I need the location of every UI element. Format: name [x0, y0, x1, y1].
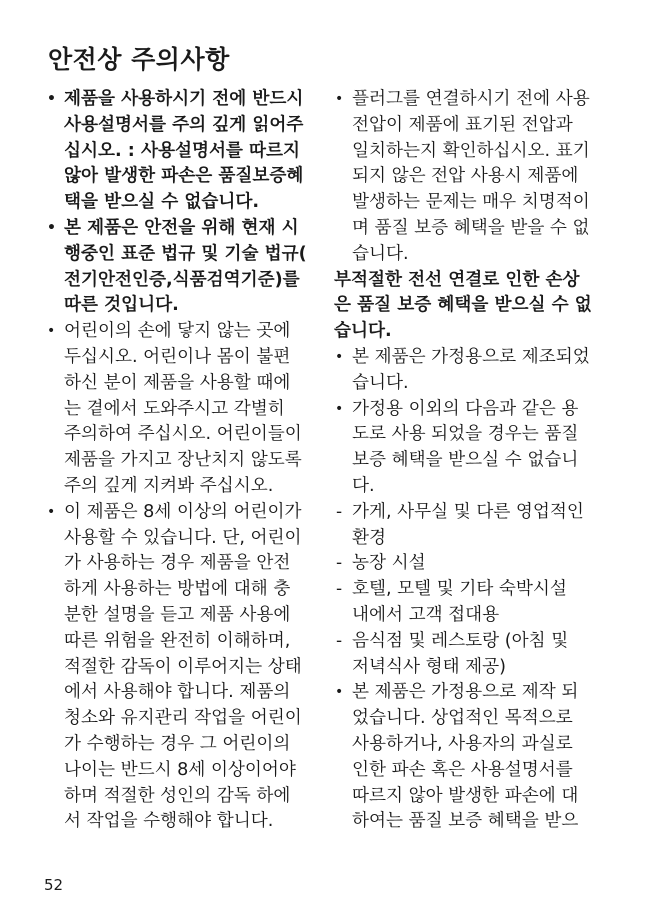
- dash-icon: -: [336, 630, 343, 651]
- text-line: 전기안전인증,식품검역기준)를: [64, 269, 300, 290]
- text-line: 사용설명서를 주의 깊게 읽어주: [64, 114, 304, 135]
- text-line: 하신 분이 제품을 사용할 때에: [64, 372, 291, 393]
- text-line: 사용할 수 있습니다. 단, 어린이: [64, 527, 302, 548]
- text-line: 호텔, 모텔 및 기타 숙박시설: [352, 579, 567, 600]
- text-line: 습니다.: [352, 243, 409, 264]
- text-line: 저녁식사 형태 제공): [352, 656, 507, 677]
- text-line: 본 제품은 가정용으로 제조되었: [352, 346, 590, 367]
- text-line: 가정용 이외의 다음과 같은 용: [352, 398, 579, 419]
- bullet-icon: •: [335, 91, 344, 107]
- safety-item-voltage: [332, 87, 608, 268]
- text-line: 플러그를 연결하시기 전에 사용: [352, 89, 590, 109]
- safety-item-commercial-misuse: [332, 680, 608, 835]
- text-line: 나이는 반드시 8세 이상이어야: [64, 759, 296, 780]
- text-line: 분한 설명을 듣고 제품 사용에: [64, 604, 291, 625]
- right-column: [332, 87, 608, 835]
- dash-item-shops: [332, 500, 608, 552]
- text-line: 이 제품은 8세 이상의 어린이가: [64, 501, 302, 522]
- text-line: 환경: [352, 527, 386, 548]
- bullet-icon: •: [47, 91, 56, 107]
- text-line: 음식점 및 레스토랑 (아침 및: [352, 630, 569, 651]
- text-line: 않아 발생한 파손은 품질보증혜: [64, 166, 304, 187]
- text-line: 는 곁에서 도와주시고 각별히: [64, 398, 285, 419]
- text-line: 따른 위험을 완전히 이해하며,: [64, 630, 291, 651]
- safety-item-children-reach: [44, 319, 320, 500]
- safety-item-read-manual: [44, 87, 320, 216]
- text-line: 본 제품은 가정용으로 제작 되: [352, 682, 579, 703]
- text-line: 따른 것입니다.: [64, 295, 179, 316]
- dash-item-restaurants: [332, 629, 608, 681]
- text-line: 전압이 제품에 표기된 전압과: [352, 114, 573, 135]
- safety-item-household-use: [332, 345, 608, 397]
- text-line: 하게 사용하는 방법에 대해 충: [64, 579, 291, 600]
- left-column: [44, 87, 320, 835]
- text-line: 어린이의 손에 닿지 않는 곳에: [64, 321, 291, 342]
- dash-item-farms: [332, 551, 608, 577]
- text-line: 부적절한 전선 연결로 인한 손상: [334, 269, 580, 290]
- text-line: 청소와 유지관리 작업을 어린이: [64, 708, 302, 729]
- page-title: 안전상 주의사항: [48, 45, 230, 74]
- text-line: 며 품질 보증 혜택을 받을 수 없: [352, 217, 590, 238]
- text-line: 제품을 가지고 장난치지 않도록: [64, 450, 302, 471]
- text-line: 보증 혜택을 받으실 수 없습니: [352, 450, 579, 471]
- text-line: 인한 파손 혹은 사용설명서를: [352, 759, 573, 780]
- dash-icon: -: [336, 579, 343, 600]
- text-line: 가 사용하는 경우 제품을 안전: [64, 553, 291, 574]
- bullet-icon: •: [47, 323, 56, 340]
- bullet-icon: •: [335, 348, 344, 365]
- text-line: 따르지 않아 발생한 파손에 대: [352, 785, 579, 806]
- text-line: 가 수행하는 경우 그 어린이의: [64, 733, 291, 754]
- text-line: 적절한 감독이 이루어지는 상태: [64, 656, 302, 677]
- text-line: 택을 받으실 수 없습니다.: [64, 192, 260, 213]
- bullet-icon: •: [335, 400, 344, 417]
- bullet-icon: •: [335, 684, 344, 701]
- safety-item-non-household: [332, 397, 608, 500]
- wiring-warning-heading: [332, 268, 608, 345]
- text-line: 가게, 사무실 및 다른 영업적인: [352, 501, 584, 522]
- text-line: 서 작업을 수행해야 합니다.: [64, 811, 274, 832]
- text-line: 하여는 품질 보증 혜택을 받으: [352, 811, 579, 832]
- dash-item-hotels: [332, 577, 608, 629]
- dash-icon: -: [336, 553, 343, 574]
- text-line: 발생하는 문제는 매우 치명적이: [352, 192, 590, 213]
- text-line: 주의 깊게 지켜봐 주십시오.: [64, 475, 274, 496]
- text-line: 에서 사용해야 합니다. 제품의: [64, 682, 291, 703]
- page-number: 52: [44, 876, 64, 894]
- text-line: 습니다.: [334, 321, 392, 342]
- bullet-icon: •: [47, 219, 56, 236]
- text-line: 되지 않은 전압 사용시 제품에: [352, 166, 579, 187]
- dash-icon: -: [336, 501, 343, 522]
- text-line: 사용하거나, 사용자의 과실로: [352, 733, 573, 754]
- text-line: 도로 사용 되었을 경우는 품질: [352, 424, 579, 445]
- safety-item-children-age: [44, 500, 320, 835]
- text-line: 두십시오. 어린이나 몸이 불편: [64, 346, 291, 367]
- text-line: 제품을 사용하시기 전에 반드시: [64, 89, 304, 109]
- text-line: 주의하여 주십시오. 어린이들이: [64, 424, 302, 445]
- text-line: 은 품질 보증 혜택을 받으실 수 없: [334, 295, 592, 316]
- bullet-icon: •: [47, 503, 56, 520]
- safety-item-standards: [44, 216, 320, 319]
- text-line: 습니다.: [352, 372, 409, 393]
- text-line: 내에서 고객 접대용: [352, 604, 500, 625]
- text-line: 행중인 표준 법규 및 기술 법규(: [64, 243, 307, 264]
- text-line: 하며 적절한 성인의 감독 하에: [64, 785, 291, 806]
- text-line: 농장 시설: [352, 553, 426, 574]
- text-line: 십시오. : 사용설명서를 따르지: [64, 140, 301, 161]
- text-line: 었습니다. 상업적인 목적으로: [352, 708, 573, 729]
- text-line: 일치하는지 확인하십시오. 표기: [352, 140, 590, 161]
- text-line: 다.: [352, 475, 375, 496]
- text-line: 본 제품은 안전을 위해 현재 시: [64, 217, 299, 238]
